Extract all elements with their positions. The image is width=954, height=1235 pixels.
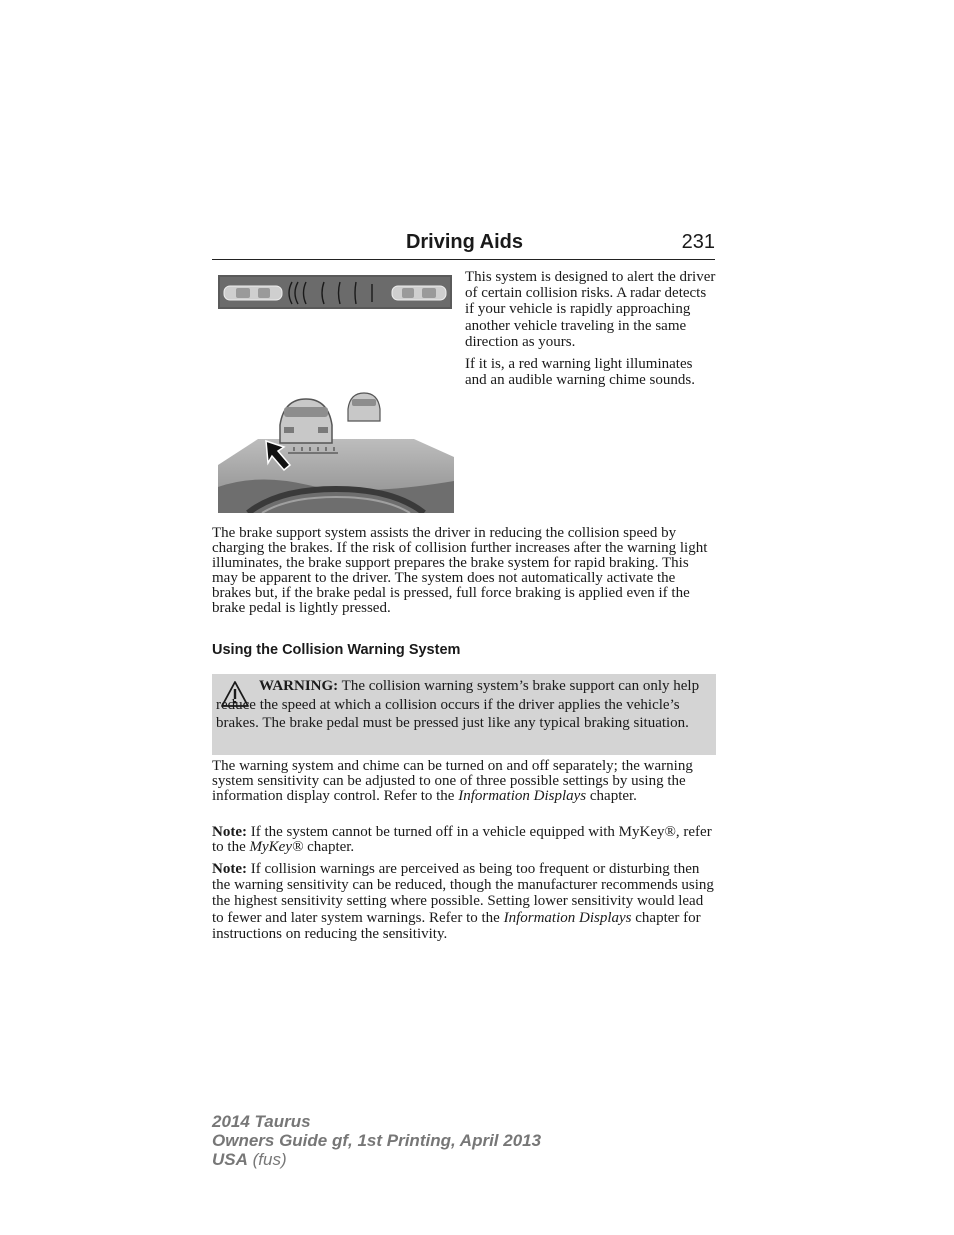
note-text-end: chapter for instructions on reducing the sensitivity. bbox=[212, 909, 701, 942]
footer-country: USA bbox=[212, 1150, 248, 1169]
page-footer bbox=[212, 1112, 541, 1169]
collision-warning-illustration bbox=[218, 272, 454, 513]
warning-text bbox=[216, 677, 710, 733]
dashboard-view-icon bbox=[218, 377, 454, 513]
radar-strip-icon bbox=[218, 272, 452, 310]
note-text: If collision warnings are perceived as being too frequent or disturbing then the warning sensitivity can be reduced, though the manufacturer recommends using the highest sensitivity setting where possible. Setting lower sensitivity would lead to fewer and later system warnings. Refer to the bbox=[212, 861, 714, 926]
page-number: 231 bbox=[681, 231, 715, 253]
section-subheading: Using the Collision Warning System bbox=[212, 642, 461, 658]
displays-chapter-ref: Information Displays bbox=[503, 909, 632, 926]
settings-text: The warning system and chime can be turned on and off separately; the warning system sensitivity can be adjusted to one of three possible settings by using the information display control. Refer to the bbox=[212, 758, 693, 805]
note-label: Note: bbox=[212, 861, 247, 877]
footer-region bbox=[212, 1150, 541, 1169]
settings-chapter-ref: Information Displays bbox=[458, 788, 587, 805]
warning-label: WARNING: bbox=[259, 678, 339, 694]
warning-box bbox=[212, 674, 716, 755]
intro-paragraph-1: This system is designed to alert the driver of certain collision risks. A radar detects if your vehicle is rapidly approaching another vehicle traveling in the same direction as yours. bbox=[465, 269, 716, 350]
section-title: Driving Aids bbox=[405, 231, 523, 253]
footer-guide: Owners Guide gf, 1st Printing, April 2013 bbox=[212, 1131, 542, 1150]
footer-code: (fus) bbox=[247, 1150, 287, 1169]
note-label: Note: bbox=[212, 824, 247, 840]
settings-paragraph bbox=[212, 759, 717, 805]
note-text-end: chapter. bbox=[303, 839, 355, 856]
page-header bbox=[212, 229, 715, 260]
footer-model: 2014 Taurus bbox=[212, 1112, 311, 1131]
note-mykey bbox=[212, 825, 717, 855]
intro-paragraph-2: If it is, a red warning light illuminates and an audible warning chime sounds. bbox=[465, 356, 695, 389]
settings-text-end: chapter. bbox=[586, 788, 637, 805]
mykey-chapter-ref: MyKey® bbox=[249, 839, 304, 856]
note-text: If the system cannot be turned off in a vehicle equipped with MyKey®, refer to the bbox=[212, 824, 712, 856]
brake-support-paragraph: The brake support system assists the driver in reducing the collision speed by charging the brakes. If the risk of collision further increases after the warning light illuminates, the brake support prepares the brake system for rapid braking. This may be apparent to the driver. The system does not automatically activate the brakes but, if the brake pedal is pressed, full force braking is applied even if the brake pedal is lightly pressed. bbox=[212, 525, 708, 616]
warning-body: The collision warning system’s brake support can only help reduce the speed at which a collision occurs if the driver applies the vehicle’s brakes. The brake pedal must be pressed just like any typical braking situation. bbox=[216, 678, 700, 732]
note-sensitivity bbox=[212, 861, 717, 942]
intro-text bbox=[465, 269, 717, 394]
